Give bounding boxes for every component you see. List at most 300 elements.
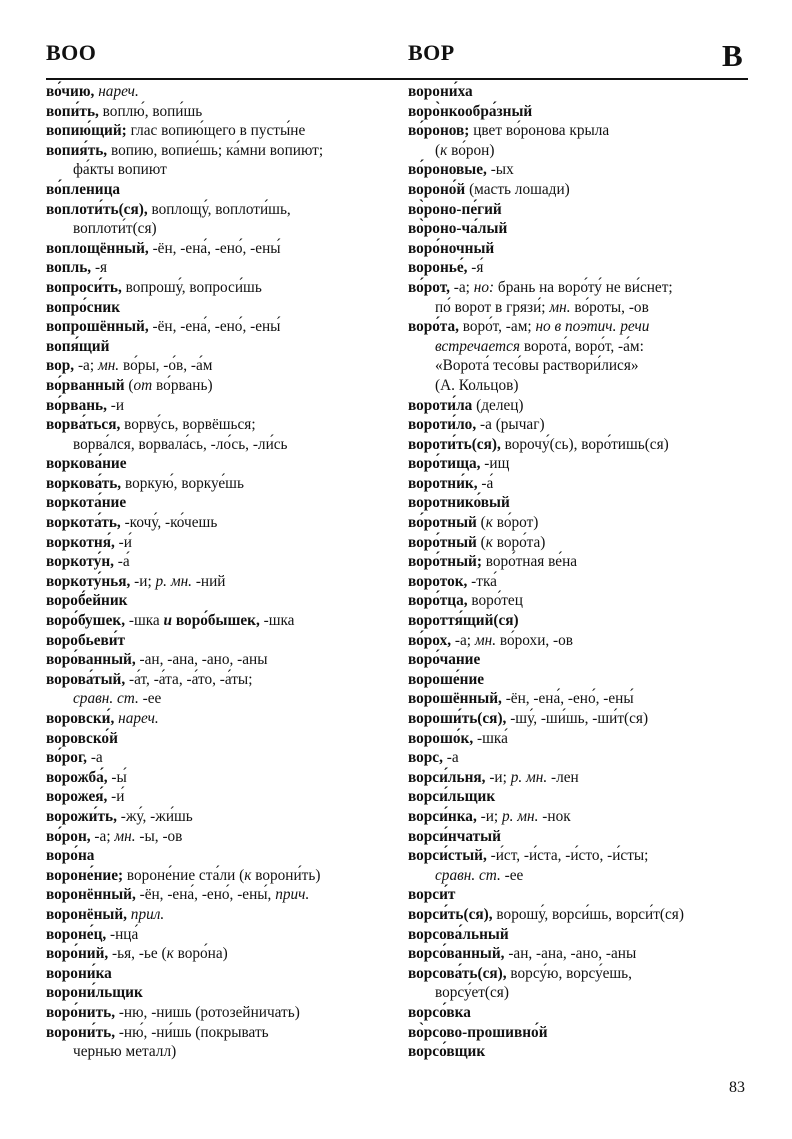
headword: воро́та, [408, 318, 459, 336]
headword: вопия́ть, [46, 141, 108, 159]
entry-text: -а; [74, 357, 98, 375]
entry-text: ворошу́, ворси́шь, ворси́т(ся) [492, 905, 684, 923]
entry-line [408, 493, 758, 513]
entry-line [46, 513, 396, 533]
entry-text: -ню, -нишь (ротозейничать) [115, 1003, 300, 1021]
entry-text: -и; [485, 768, 511, 786]
entry-line [408, 748, 758, 768]
entry-text: во́роты, -ов [570, 298, 649, 316]
entry-text: -ан, -ана, -ано, -аны [135, 651, 268, 669]
entry-line [408, 729, 758, 749]
entry-line [408, 474, 758, 494]
entry-line [46, 964, 396, 984]
headword: вороти́ть(ся), [408, 435, 501, 453]
entry-text: воро́та) [492, 533, 546, 551]
entry-text: -и [106, 396, 125, 414]
headword: вороне́ц, [46, 925, 107, 943]
entry-line [46, 356, 396, 376]
entry-line [46, 180, 396, 200]
headword: воро́на [46, 847, 95, 865]
page-number: 83 [729, 1079, 745, 1096]
entry-text: -а́т, -а́та, -а́то, -а́ты; [125, 670, 253, 688]
entry-line [46, 141, 396, 161]
entry-text: ( [124, 376, 134, 394]
grammar-label: к [244, 866, 252, 884]
headword: воркотня́, [46, 533, 115, 551]
entry-text: цвет во́ронова крыла [469, 122, 610, 140]
entry-text: брань на воро́ту́ не ви́снет; [494, 278, 673, 296]
entry-line [46, 807, 396, 827]
entry-continuation-line [408, 983, 758, 1003]
headword: во̀роно-пе́гий [408, 200, 502, 218]
entry-text: воплю́, вопи́шь [98, 102, 203, 120]
headword: ворожба́, [46, 768, 108, 786]
entry-line [408, 1023, 758, 1043]
entry-line [46, 317, 396, 337]
entry-line [46, 944, 396, 964]
entry-line [408, 768, 758, 788]
headword: ворс, [408, 749, 443, 767]
headword: воркова́ние [46, 455, 127, 473]
headword: во́рванный [46, 376, 125, 394]
entry-text: -тка́ [467, 572, 497, 590]
headword: во́рох, [408, 631, 452, 649]
headword: вопя́щий [46, 337, 110, 355]
entry-continuation-line [46, 689, 396, 709]
entry-text: ( [476, 533, 486, 551]
headword: ворсо́ванный, [408, 945, 505, 963]
entry-text: ворочу́(сь), воро́тишь(ся) [500, 435, 669, 453]
grammar-label: к [485, 514, 493, 532]
entry-continuation-line [46, 219, 396, 239]
entry-text: -лен [547, 768, 579, 786]
header-center-guide-word: ВОР [408, 40, 455, 65]
entry-text: вопию, вопие́шь; ка́мни вопиют; [107, 141, 324, 159]
entry-text: -ы́ [107, 768, 127, 786]
entry-line [408, 905, 758, 925]
headword: воронёный, [46, 905, 127, 923]
entry-line [408, 944, 758, 964]
headword: ворсова́льный [408, 925, 509, 943]
headword: ворожея́, [46, 788, 108, 806]
headword: воротнико́вый [408, 494, 510, 512]
headword: вороття́щий(ся) [408, 612, 519, 630]
entry-text: -шка [259, 612, 295, 630]
entry-text: ворву́сь, ворвёшься; [120, 416, 256, 434]
entry-text: воплощу́, воплоти́шь, [147, 200, 291, 218]
headword: вороти́ло, [408, 416, 477, 434]
headword: воро́тный; [408, 553, 482, 571]
headword: ворова́тый, [46, 670, 126, 688]
entry-text: воро́тная ве́на [481, 553, 578, 571]
headword: вороти́ла [408, 396, 473, 414]
entry-line [46, 670, 396, 690]
entry-line [46, 552, 396, 572]
entry-line [46, 415, 396, 435]
headword: ворси́нка, [408, 807, 477, 825]
headword: вопроси́ть, [46, 278, 122, 296]
entry-text: -жу́, -жи́шь [116, 807, 193, 825]
grammar-label: р. мн. [501, 807, 539, 825]
entry-text: -ых [486, 161, 514, 179]
entry-text: во́рохи, -ов [496, 631, 574, 649]
entry-text: во́ры, -о́в, -а́м [119, 357, 213, 375]
grammar-label: но в поэтич. речи [535, 318, 650, 336]
grammar-label: сравн. ст. [73, 690, 139, 708]
entry-line [408, 846, 758, 866]
entry-line [46, 121, 396, 141]
entry-line [408, 239, 758, 259]
entry-text: -и; [476, 807, 502, 825]
headword: воро́ний, [46, 945, 109, 963]
entry-line [46, 650, 396, 670]
entry-text: -ее [138, 690, 162, 708]
entry-line [408, 631, 758, 651]
grammar-label: прил. [130, 905, 165, 923]
headword: ворси́льщик [408, 788, 496, 806]
entry-line [408, 572, 758, 592]
entry-line [408, 611, 758, 631]
entry-text: -ищ [480, 455, 510, 473]
headword: вороши́ть(ся), [408, 710, 507, 727]
entry-line [46, 827, 396, 847]
headword: во́рот, [408, 278, 450, 296]
entry-text: воплоти́т(ся) [73, 220, 157, 238]
entry-text: ( [476, 514, 486, 532]
header-left-guide-word: ВОО [46, 40, 97, 65]
entry-line [408, 160, 758, 180]
entry-text: во́рот) [492, 514, 539, 532]
headword: воплоти́ть(ся), [46, 200, 148, 218]
headword: воро́ночный [408, 239, 495, 257]
entry-line [46, 1003, 396, 1023]
entry-line [408, 650, 758, 670]
entry-line [408, 827, 758, 847]
grammar-label: и [163, 612, 173, 630]
headword: воро́тища, [408, 455, 481, 473]
entry-line [46, 1023, 396, 1043]
entry-line [46, 983, 396, 1003]
headword: воробьеви́т [46, 631, 126, 649]
entry-line [408, 396, 758, 416]
entry-text: ворони́ть) [251, 866, 321, 884]
entry-line [46, 748, 396, 768]
headword: воро́бушек, [46, 612, 126, 630]
entry-text: ворота́, воро́т, -а́м: [520, 337, 644, 355]
entry-line [408, 82, 758, 102]
entry-line [408, 709, 758, 729]
entry-text: -шу́, -ши́шь, -ши́т(ся) [506, 710, 649, 727]
entry-line [408, 787, 758, 807]
entry-line [46, 200, 396, 220]
headword: во́рог, [46, 749, 88, 767]
entry-line [46, 493, 396, 513]
headword: вопль, [46, 259, 92, 277]
grammar-label: р. мн. [155, 572, 193, 590]
entry-text: -я [91, 259, 108, 277]
entry-line [46, 337, 396, 357]
grammar-label: нареч. [118, 710, 159, 727]
right-column [408, 82, 758, 1062]
entry-line [46, 278, 396, 298]
headword: во́роновые, [408, 161, 487, 179]
grammar-label: р. мн. [510, 768, 548, 786]
entry-line [408, 552, 758, 572]
entry-line [46, 572, 396, 592]
grammar-label: мн. [549, 298, 571, 316]
entry-continuation-line [408, 376, 758, 396]
entry-line [408, 1042, 758, 1062]
entry-text: -шка [125, 612, 164, 630]
entry-text: -и́ст, -и́ста, -и́сто, -и́сты; [486, 847, 649, 865]
grammar-label: мн. [474, 631, 497, 649]
headword: во́ронов; [408, 122, 470, 140]
entry-text: -нок [538, 807, 571, 825]
entry-line [408, 670, 758, 690]
entry-text: -ан, -ана, -ано, -аны [504, 945, 637, 963]
entry-line [46, 925, 396, 945]
headword: вопро́сник [46, 298, 121, 316]
entry-continuation-line [46, 1042, 396, 1062]
headword: во̀роно-ча́лый [408, 220, 508, 238]
entry-line [46, 533, 396, 553]
headword: во́чию, [46, 83, 95, 100]
entry-line [46, 611, 396, 631]
headword: ворси́нчатый [408, 827, 501, 845]
headword: ворони́ть, [46, 1023, 116, 1041]
grammar-label: от [133, 376, 153, 394]
headword: воро́нить, [46, 1003, 116, 1021]
grammar-label: сравн. ст. [435, 866, 501, 884]
grammar-label: мн. [97, 357, 120, 375]
entry-text: во́рон) [447, 141, 495, 159]
entry-text: (делец) [472, 396, 524, 414]
entry-text: -ы, -ов [135, 827, 183, 845]
entry-line [408, 219, 758, 239]
entry-text: -шка́ [473, 729, 508, 747]
entry-text: во́рвань) [152, 376, 213, 394]
grammar-label: прич. [275, 886, 310, 904]
headword: во̀рсово-прошивно́й [408, 1023, 548, 1041]
entry-text: ворва́лся, ворвала́сь, -ло́сь, -ли́сь [73, 435, 288, 453]
entry-text: -а; [90, 827, 115, 845]
entry-line [46, 787, 396, 807]
entry-line [46, 258, 396, 278]
headword: ворси́стый, [408, 847, 487, 865]
left-column [46, 82, 396, 1062]
headword: вопрошённый, [46, 318, 149, 336]
entry-text: ворсу́ю, ворсу́ешь, [506, 964, 632, 982]
entry-text: -а [87, 749, 103, 767]
entry-line [408, 258, 758, 278]
headword: воркота́ние [46, 494, 127, 512]
entry-line [408, 180, 758, 200]
headword: воро́чание [408, 651, 481, 669]
entry-line [46, 376, 396, 396]
entry-line [46, 768, 396, 788]
entry-line [408, 513, 758, 533]
entry-text: -и́ [114, 533, 132, 551]
entry-line [408, 317, 758, 337]
entry-text: -я́ [467, 259, 484, 277]
entry-line [46, 454, 396, 474]
headword: ворси́льня, [408, 768, 486, 786]
entry-line [46, 239, 396, 259]
grammar-label: к [166, 945, 174, 963]
headword: ворони́ка [46, 964, 112, 982]
entry-text: -ён, -ена́, -ено́, -ены́ [148, 318, 281, 336]
entry-continuation-line [46, 435, 396, 455]
entry-line [46, 866, 396, 886]
entry-line [408, 964, 758, 984]
entry-line [46, 298, 396, 318]
entry-line [408, 925, 758, 945]
entry-text: -а (рычаг) [476, 416, 545, 434]
headword: воро́тца, [408, 592, 468, 610]
entry-text: -кочу́, -ко́чешь [120, 514, 218, 532]
entry-line [46, 729, 396, 749]
headword: ворожи́ть, [46, 807, 117, 825]
entry-line [408, 102, 758, 122]
headword: воркоту́н, [46, 553, 114, 571]
headword: воро́бышек, [172, 612, 260, 630]
headword: ворси́ть(ся), [408, 905, 493, 923]
grammar-label: к [440, 141, 448, 159]
headword: воронённый, [46, 886, 136, 904]
headword: вороб́ейник [46, 592, 128, 610]
entry-text: «Ворота́ тесо́вы раствори́лися» [435, 357, 639, 375]
entry-line [408, 435, 758, 455]
entry-text: вороне́ние ста́ли ( [123, 866, 245, 884]
entry-continuation-line [408, 866, 758, 886]
entry-line [408, 200, 758, 220]
entry-text: ворсу́ет(ся) [435, 984, 509, 1002]
headword: во́пленица [46, 180, 121, 198]
entry-text: -а́ [477, 474, 494, 492]
entry-text: глас вопию́щего в пусты́не [126, 122, 306, 140]
entry-continuation-line [408, 298, 758, 318]
headword: ворва́ться, [46, 416, 121, 434]
header-section-letter: В [722, 38, 744, 73]
headword: воркота́ть, [46, 514, 121, 532]
entry-text: -а; [449, 278, 474, 296]
entry-continuation-line [408, 356, 758, 376]
entry-line [46, 846, 396, 866]
entry-line [46, 474, 396, 494]
headword: ворсо́вщик [408, 1043, 486, 1061]
entry-text: воро́на) [173, 945, 228, 963]
headword: воплощённый, [46, 239, 149, 257]
headword: вопи́ть, [46, 102, 99, 120]
headword: воро́тный [408, 533, 477, 551]
grammar-label: нареч. [98, 83, 139, 100]
headword: во́рон, [46, 827, 91, 845]
entry-continuation-line [408, 337, 758, 357]
entry-line [46, 591, 396, 611]
entry-text: -ний [192, 572, 226, 590]
entry-line [46, 82, 396, 102]
headword: ворони́льщик [46, 984, 143, 1002]
headword: вор, [46, 357, 75, 375]
entry-text: воро́т, -ам; [458, 318, 536, 336]
headword: ворси́т [408, 886, 456, 904]
entry-text: -ню́, -ни́шь (покрывать [115, 1023, 269, 1041]
entry-text: воркую́, воркуе́шь [121, 474, 244, 492]
entry-text: вопрошу́, вопроси́шь [121, 278, 262, 296]
entry-line [408, 591, 758, 611]
headword: во́рвань, [46, 396, 107, 414]
entry-text: (А. Кольцов) [435, 376, 519, 394]
entry-text: -а́ [113, 553, 130, 571]
headword: воро́ванный, [46, 651, 136, 669]
headword: воронье́, [408, 259, 468, 277]
headword: вороток, [408, 572, 468, 590]
grammar-label: встречается [435, 337, 520, 355]
entry-text: -ён, -ена́, -ено́, -ены́, [135, 886, 276, 904]
headword: ворсова́ть(ся), [408, 964, 507, 982]
entry-text: (масть лошади) [465, 180, 570, 198]
entry-line [46, 102, 396, 122]
entry-text: -ён, -ена́, -ено́, -ены́ [501, 690, 634, 708]
headword: ворошо́к, [408, 729, 474, 747]
headword: воркоту́нья, [46, 572, 131, 590]
grammar-label: к [485, 533, 493, 551]
headword: воротни́к, [408, 474, 478, 492]
entry-line [46, 905, 396, 925]
headword: воро̀нкообра́зный [408, 102, 533, 120]
entry-line [46, 709, 396, 729]
entry-line [408, 278, 758, 298]
entry-line [46, 396, 396, 416]
entry-line [408, 454, 758, 474]
headword: ворони́ха [408, 83, 473, 100]
entry-text: -а; [451, 631, 475, 649]
entry-line [408, 807, 758, 827]
entry-line [408, 689, 758, 709]
entry-line [408, 121, 758, 141]
entry-text: -нца́ [106, 925, 139, 943]
entry-text: -а [442, 749, 459, 767]
entry-text: -ён, -ена́, -ено́, -ены́ [148, 239, 281, 257]
entry-line [408, 533, 758, 553]
entry-text: -ья, -ье ( [108, 945, 167, 963]
grammar-label: мн. [114, 827, 136, 845]
entry-text: ( [435, 141, 441, 159]
header-rule [46, 78, 748, 80]
headword: во́ротный [408, 514, 477, 532]
entry-line [408, 415, 758, 435]
entry-text: по́ ворот в грязи́; [435, 298, 550, 316]
entry-text: -и́ [107, 788, 125, 806]
headword: воркова́ть, [46, 474, 122, 492]
grammar-label: но: [473, 278, 495, 296]
entry-text: -и; [130, 572, 156, 590]
entry-line [408, 885, 758, 905]
entry-continuation-line [46, 160, 396, 180]
entry-continuation-line [408, 141, 758, 161]
headword: вопию́щий; [46, 122, 127, 140]
headword: ворошённый, [408, 690, 502, 708]
entry-line [46, 631, 396, 651]
entry-line [46, 885, 396, 905]
entry-line [408, 1003, 758, 1023]
headword: ворсо́вка [408, 1003, 471, 1021]
headword: вороше́ние [408, 670, 485, 688]
entry-text: воро́тец [467, 592, 523, 610]
headword: вороно́й [408, 180, 466, 198]
headword: воровско́й [46, 729, 118, 747]
entry-text: чернью металл) [73, 1043, 177, 1061]
